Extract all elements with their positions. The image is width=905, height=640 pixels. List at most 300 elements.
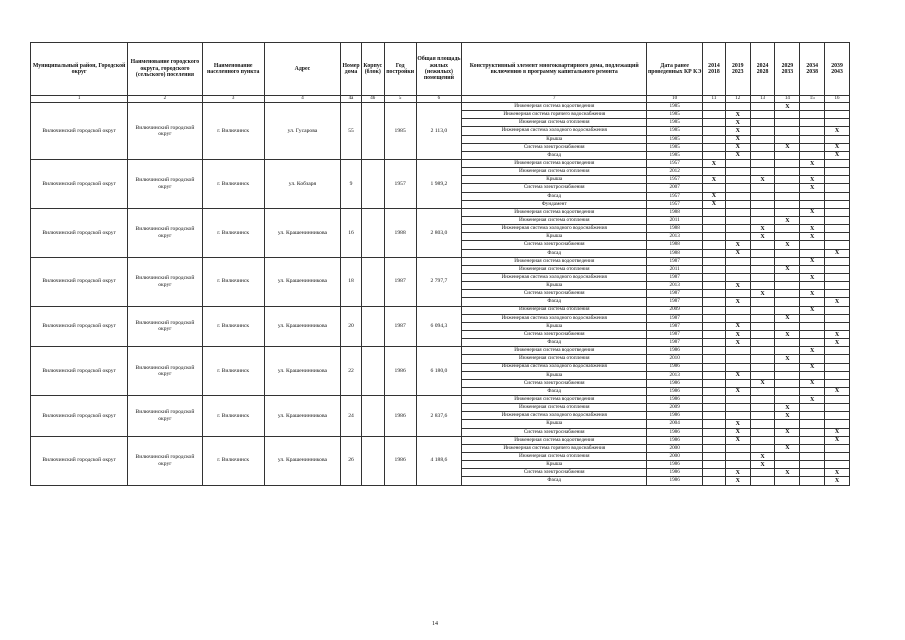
element-cell: Крыша (462, 233, 647, 241)
capital-repair-table (30, 42, 850, 486)
element-cell: Система электроснабжения (462, 428, 647, 436)
period-mark-cell (750, 168, 775, 176)
element-cell: Инженерная система холодного водоснабжения (462, 273, 647, 281)
prior-repair-date-cell: 1986 (647, 363, 703, 371)
table-row (31, 159, 850, 167)
area-cell: 4 188,6 (416, 436, 462, 485)
period-mark-cell (775, 282, 800, 290)
period-mark-cell (775, 184, 800, 192)
period-mark-cell (750, 143, 775, 151)
period-mark-cell (703, 330, 726, 338)
period-mark-cell (775, 347, 800, 355)
period-mark-cell: X (800, 208, 825, 216)
period-mark-cell: X (750, 233, 775, 241)
period-mark-cell: X (825, 428, 850, 436)
column-number: 16 (825, 96, 850, 103)
element-cell: Крыша (462, 371, 647, 379)
header-period: 2034 2038 (800, 43, 825, 96)
prior-repair-date-cell: 2011 (647, 216, 703, 224)
locality-cell: г. Вилючинск (202, 103, 264, 160)
period-mark-cell: X (703, 192, 726, 200)
header-block: Корпус (блок) (361, 43, 384, 96)
build-year-cell: 1957 (384, 159, 416, 208)
period-mark-cell (800, 151, 825, 159)
period-mark-cell (825, 192, 850, 200)
street-cell: ул. Крашенинникова (264, 347, 341, 396)
element-cell: Система электроснабжения (462, 184, 647, 192)
period-mark-cell (725, 168, 750, 176)
period-mark-cell (800, 265, 825, 273)
period-mark-cell (800, 298, 825, 306)
period-mark-cell: X (750, 290, 775, 298)
settlement-cell: Вилючинский городской округ (128, 396, 202, 437)
period-mark-cell (800, 282, 825, 290)
prior-repair-date-cell: 1986 (647, 412, 703, 420)
period-mark-cell (750, 428, 775, 436)
house-number-cell: 9 (341, 159, 362, 208)
period-mark-cell (750, 347, 775, 355)
locality-cell: г. Вилючинск (202, 347, 264, 396)
period-mark-cell (703, 257, 726, 265)
period-mark-cell: X (775, 314, 800, 322)
period-mark-cell (800, 119, 825, 127)
header-settlement: Наименование городского округа, городского (сельского) поселения (128, 43, 202, 96)
element-cell: Инженерная система холодного водоснабжения (462, 225, 647, 233)
period-mark-cell (725, 453, 750, 461)
period-mark-cell: X (825, 477, 850, 485)
element-cell: Фасад (462, 477, 647, 485)
table-row (31, 436, 850, 444)
period-mark-cell (703, 436, 726, 444)
street-cell: ул. Крашенинникова (264, 208, 341, 257)
locality-cell: г. Вилючинск (202, 257, 264, 306)
period-mark-cell: X (775, 404, 800, 412)
period-mark-cell: X (825, 151, 850, 159)
district-cell: Вилючинский городской округ (31, 208, 128, 257)
period-mark-cell (703, 241, 726, 249)
period-mark-cell (800, 339, 825, 347)
period-mark-cell: X (800, 257, 825, 265)
column-number: 7 (462, 96, 647, 103)
prior-repair-date-cell: 1986 (647, 436, 703, 444)
column-number: 6 (416, 96, 462, 103)
prior-repair-date-cell: 1987 (647, 257, 703, 265)
period-mark-cell: X (725, 330, 750, 338)
period-mark-cell (725, 257, 750, 265)
header-area: Общая площадь жилых (нежилых) помещений (416, 43, 462, 96)
prior-repair-date-cell: 1985 (647, 151, 703, 159)
period-mark-cell (800, 469, 825, 477)
settlement-cell: Вилючинский городской округ (128, 103, 202, 160)
period-mark-cell (750, 127, 775, 135)
header-period: 2014 2018 (703, 43, 726, 96)
prior-repair-date-cell: 1985 (647, 111, 703, 119)
period-mark-cell (703, 119, 726, 127)
prior-repair-date-cell: 1985 (647, 127, 703, 135)
block-cell (361, 306, 384, 347)
period-mark-cell (703, 404, 726, 412)
period-mark-cell (775, 257, 800, 265)
locality-cell: г. Вилючинск (202, 436, 264, 485)
period-mark-cell (703, 216, 726, 224)
period-mark-cell (825, 103, 850, 111)
period-mark-cell (825, 257, 850, 265)
period-mark-cell (775, 111, 800, 119)
element-cell: Инженерная система отопления (462, 453, 647, 461)
period-mark-cell: X (703, 176, 726, 184)
period-mark-cell (825, 412, 850, 420)
column-number: 5 (384, 96, 416, 103)
period-mark-cell: X (750, 453, 775, 461)
period-mark-cell (800, 477, 825, 485)
period-mark-cell (703, 371, 726, 379)
element-cell: Инженерная система холодного водоснабжения (462, 127, 647, 135)
period-mark-cell (750, 159, 775, 167)
period-mark-cell: X (775, 444, 800, 452)
prior-repair-date-cell: 1986 (647, 396, 703, 404)
period-mark-cell (703, 103, 726, 111)
area-cell: 6 094,3 (416, 306, 462, 347)
column-number: 10 (647, 96, 703, 103)
period-mark-cell (800, 355, 825, 363)
period-mark-cell (750, 151, 775, 159)
block-cell (361, 257, 384, 306)
period-mark-cell (725, 306, 750, 314)
period-mark-cell (775, 298, 800, 306)
period-mark-cell (825, 314, 850, 322)
period-mark-cell: X (775, 428, 800, 436)
period-mark-cell: X (800, 347, 825, 355)
period-mark-cell (775, 396, 800, 404)
area-cell: 6 180,0 (416, 347, 462, 396)
column-number: 4б (361, 96, 384, 103)
period-mark-cell: X (800, 273, 825, 281)
period-mark-cell: X (725, 151, 750, 159)
period-mark-cell: X (800, 176, 825, 184)
prior-repair-date-cell: 2011 (647, 265, 703, 273)
element-cell: Крыша (462, 420, 647, 428)
header-period: 2039 2043 (825, 43, 850, 96)
block-cell (361, 103, 384, 160)
period-mark-cell (825, 420, 850, 428)
block-cell (361, 436, 384, 485)
period-mark-cell: X (725, 469, 750, 477)
element-cell: Инженерная система отопления (462, 168, 647, 176)
prior-repair-date-cell: 1985 (647, 143, 703, 151)
period-mark-cell (750, 355, 775, 363)
period-mark-cell (703, 322, 726, 330)
period-mark-cell (800, 420, 825, 428)
table-row (31, 396, 850, 404)
prior-repair-date-cell: 1986 (647, 387, 703, 395)
period-mark-cell (750, 208, 775, 216)
element-cell: Крыша (462, 282, 647, 290)
element-cell: Система электроснабжения (462, 143, 647, 151)
element-cell: Крыша (462, 176, 647, 184)
header-period: 2029 2033 (775, 43, 800, 96)
table-row (31, 306, 850, 314)
period-mark-cell (703, 127, 726, 135)
period-mark-cell (750, 436, 775, 444)
period-mark-cell (825, 200, 850, 208)
period-mark-cell (775, 461, 800, 469)
period-mark-cell: X (775, 469, 800, 477)
period-mark-cell: X (800, 184, 825, 192)
period-mark-cell (825, 282, 850, 290)
build-year-cell: 1986 (384, 436, 416, 485)
period-mark-cell (750, 200, 775, 208)
element-cell: Фасад (462, 298, 647, 306)
period-mark-cell (800, 168, 825, 176)
period-mark-cell (703, 453, 726, 461)
prior-repair-date-cell: 1987 (647, 298, 703, 306)
period-mark-cell: X (725, 241, 750, 249)
period-mark-cell: X (703, 159, 726, 167)
prior-repair-date-cell: 2000 (647, 444, 703, 452)
period-mark-cell: X (725, 387, 750, 395)
header-address: Адрес (264, 43, 341, 96)
period-mark-cell: X (725, 135, 750, 143)
house-number-cell: 16 (341, 208, 362, 257)
period-mark-cell (775, 192, 800, 200)
period-mark-cell (703, 306, 726, 314)
element-cell: Инженерная система холодного водоснабжения (462, 363, 647, 371)
prior-repair-date-cell: 1986 (647, 461, 703, 469)
period-mark-cell (775, 339, 800, 347)
period-mark-cell: X (800, 396, 825, 404)
period-mark-cell (750, 111, 775, 119)
period-mark-cell (825, 241, 850, 249)
period-mark-cell (825, 135, 850, 143)
period-mark-cell (775, 225, 800, 233)
period-mark-cell (825, 396, 850, 404)
period-mark-cell (800, 453, 825, 461)
prior-repair-date-cell: 1957 (647, 192, 703, 200)
period-mark-cell (775, 168, 800, 176)
district-cell: Вилючинский городской округ (31, 159, 128, 208)
block-cell (361, 396, 384, 437)
header-period: 2019 2023 (725, 43, 750, 96)
column-number: 4 (264, 96, 341, 103)
period-mark-cell (800, 387, 825, 395)
element-cell: Фасад (462, 249, 647, 257)
column-number: 3 (202, 96, 264, 103)
element-cell: Система электроснабжения (462, 241, 647, 249)
settlement-cell: Вилючинский городской округ (128, 347, 202, 396)
period-mark-cell (750, 135, 775, 143)
period-mark-cell (750, 257, 775, 265)
period-mark-cell (825, 168, 850, 176)
period-mark-cell: X (725, 428, 750, 436)
build-year-cell: 1987 (384, 257, 416, 306)
element-cell: Фасад (462, 387, 647, 395)
settlement-cell: Вилючинский городской округ (128, 306, 202, 347)
district-cell: Вилючинский городской округ (31, 306, 128, 347)
period-mark-cell (800, 436, 825, 444)
table-row (31, 103, 850, 111)
period-mark-cell: X (725, 143, 750, 151)
prior-repair-date-cell: 1985 (647, 103, 703, 111)
period-mark-cell: X (725, 420, 750, 428)
prior-repair-date-cell: 1987 (647, 290, 703, 298)
header-prior-repair-date: Дата ранее проведенных КР КЭ (647, 43, 703, 96)
period-mark-cell (725, 355, 750, 363)
prior-repair-date-cell: 1988 (647, 241, 703, 249)
prior-repair-date-cell: 1957 (647, 200, 703, 208)
table-row (31, 208, 850, 216)
period-mark-cell (800, 249, 825, 257)
period-mark-cell: X (825, 330, 850, 338)
period-mark-cell (825, 273, 850, 281)
prior-repair-date-cell: 1957 (647, 176, 703, 184)
locality-cell: г. Вилючинск (202, 306, 264, 347)
period-mark-cell (725, 290, 750, 298)
period-mark-cell (750, 216, 775, 224)
period-mark-cell: X (775, 143, 800, 151)
period-mark-cell: X (825, 436, 850, 444)
element-cell: Инженерная система водоотведения (462, 159, 647, 167)
period-mark-cell: X (750, 379, 775, 387)
period-mark-cell: X (725, 282, 750, 290)
element-cell: Фундамент (462, 200, 647, 208)
period-mark-cell (750, 192, 775, 200)
period-mark-cell (825, 363, 850, 371)
period-mark-cell (825, 208, 850, 216)
period-mark-cell (725, 347, 750, 355)
period-mark-cell (825, 176, 850, 184)
element-cell: Инженерная система отопления (462, 119, 647, 127)
period-mark-cell: X (800, 379, 825, 387)
block-cell (361, 159, 384, 208)
period-mark-cell (800, 111, 825, 119)
period-mark-cell (703, 412, 726, 420)
area-cell: 2 837,6 (416, 396, 462, 437)
period-mark-cell (775, 208, 800, 216)
prior-repair-date-cell: 1988 (647, 208, 703, 216)
period-mark-cell: X (800, 159, 825, 167)
period-mark-cell (703, 355, 726, 363)
period-mark-cell (703, 135, 726, 143)
element-cell: Инженерная система отопления (462, 404, 647, 412)
period-mark-cell (703, 233, 726, 241)
prior-repair-date-cell: 1986 (647, 428, 703, 436)
period-mark-cell (703, 249, 726, 257)
period-mark-cell (825, 184, 850, 192)
period-mark-cell (725, 216, 750, 224)
header-district: Муниципальный район, Городской округ (31, 43, 128, 96)
period-mark-cell: X (800, 306, 825, 314)
period-mark-cell (725, 233, 750, 241)
house-number-cell: 26 (341, 436, 362, 485)
period-mark-cell: X (725, 477, 750, 485)
street-cell: ул. Кобзаря (264, 159, 341, 208)
period-mark-cell: X (775, 355, 800, 363)
column-number: 14 (775, 96, 800, 103)
period-mark-cell (703, 282, 726, 290)
period-mark-cell (703, 265, 726, 273)
element-cell: Инженерная система отопления (462, 216, 647, 224)
area-cell: 2 797,7 (416, 257, 462, 306)
period-mark-cell: X (750, 225, 775, 233)
district-cell: Вилючинский городской округ (31, 103, 128, 160)
street-cell: ул. Крашенинникова (264, 257, 341, 306)
page-number: 14 (432, 621, 438, 627)
prior-repair-date-cell: 1988 (647, 249, 703, 257)
period-mark-cell (750, 241, 775, 249)
period-mark-cell (775, 151, 800, 159)
period-mark-cell (750, 330, 775, 338)
period-mark-cell (725, 412, 750, 420)
prior-repair-date-cell: 2009 (647, 404, 703, 412)
street-cell: ул. Крашенинникова (264, 396, 341, 437)
period-mark-cell (825, 119, 850, 127)
period-mark-cell (775, 200, 800, 208)
period-mark-cell (725, 184, 750, 192)
period-mark-cell (825, 159, 850, 167)
element-cell: Крыша (462, 461, 647, 469)
period-mark-cell: X (750, 176, 775, 184)
period-mark-cell (703, 396, 726, 404)
period-mark-cell (750, 477, 775, 485)
period-mark-cell (775, 420, 800, 428)
prior-repair-date-cell: 1985 (647, 119, 703, 127)
period-mark-cell (750, 265, 775, 273)
period-mark-cell: X (725, 298, 750, 306)
build-year-cell: 1988 (384, 208, 416, 257)
prior-repair-date-cell: 1987 (647, 322, 703, 330)
block-cell (361, 347, 384, 396)
period-mark-cell (703, 444, 726, 452)
period-mark-cell (703, 111, 726, 119)
table-body (31, 103, 850, 486)
column-number: 13 (750, 96, 775, 103)
period-mark-cell: X (775, 241, 800, 249)
period-mark-cell (825, 306, 850, 314)
element-cell: Инженерная система горячего водоснабжения (462, 111, 647, 119)
house-number-cell: 55 (341, 103, 362, 160)
element-cell: Инженерная система холодного водоснабжения (462, 314, 647, 322)
period-mark-cell (800, 103, 825, 111)
period-mark-cell (825, 111, 850, 119)
period-mark-cell (800, 314, 825, 322)
period-mark-cell (703, 420, 726, 428)
period-mark-cell: X (825, 127, 850, 135)
period-mark-cell: X (825, 143, 850, 151)
period-mark-cell (750, 298, 775, 306)
element-cell: Инженерная система водоотведения (462, 436, 647, 444)
period-mark-cell (703, 208, 726, 216)
period-mark-cell (800, 241, 825, 249)
period-mark-cell (775, 119, 800, 127)
period-mark-cell (825, 216, 850, 224)
period-mark-cell (703, 428, 726, 436)
street-cell: ул. Крашенинникова (264, 436, 341, 485)
element-cell: Инженерная система водоотведения (462, 103, 647, 111)
period-mark-cell (725, 159, 750, 167)
prior-repair-date-cell: 2013 (647, 282, 703, 290)
period-mark-cell: X (775, 103, 800, 111)
period-mark-cell (775, 436, 800, 444)
build-year-cell: 1986 (384, 347, 416, 396)
period-mark-cell (775, 233, 800, 241)
period-mark-cell: X (725, 127, 750, 135)
build-year-cell: 1986 (384, 396, 416, 437)
prior-repair-date-cell: 2007 (647, 184, 703, 192)
period-mark-cell (703, 290, 726, 298)
element-cell: Инженерная система отопления (462, 355, 647, 363)
area-cell: 2 113,0 (416, 103, 462, 160)
period-mark-cell (750, 314, 775, 322)
